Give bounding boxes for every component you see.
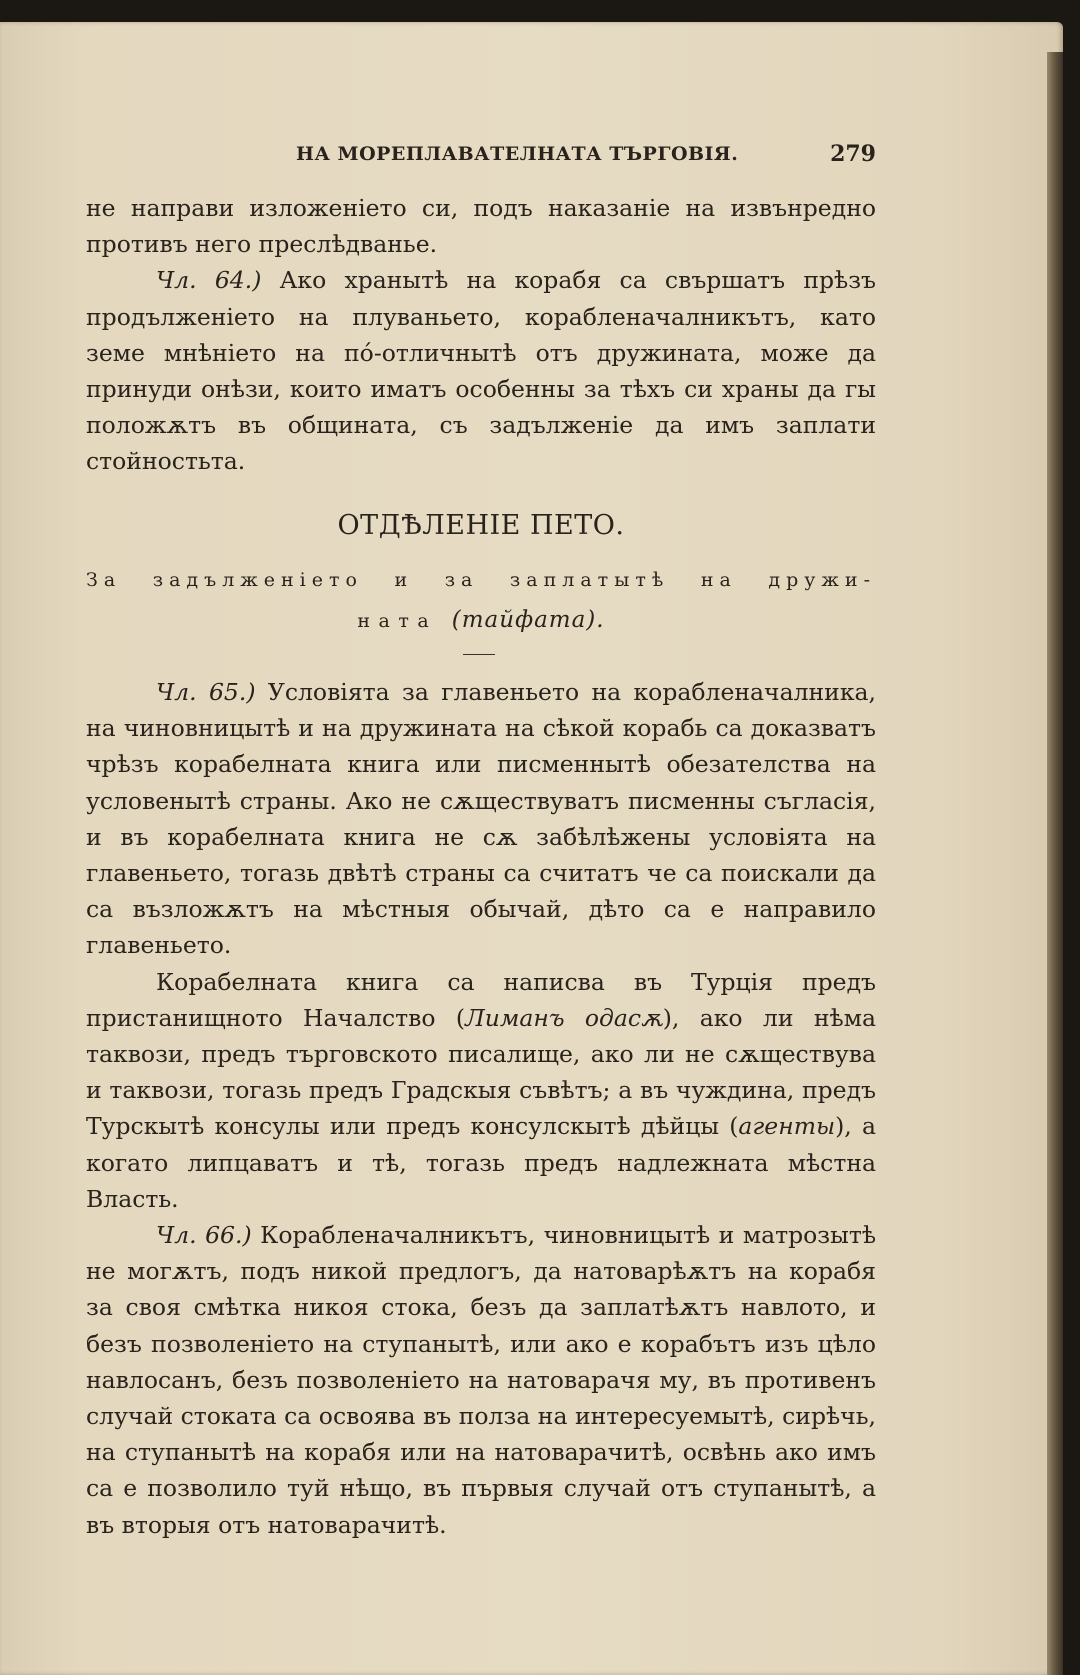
page-edge — [1047, 52, 1063, 1675]
running-header — [86, 143, 876, 171]
article-66-text: Корабленачалникътъ, чиновницытѣ и матрозытѣ не могѫтъ, подъ никой предлогъ, да натоварѣѫтъ на корабя за своя смѣтка никоя стока, безъ да заплатѣѫтъ навлото, и безъ позволеніето на ступанытѣ, или ако е корабътъ изъ цѣло навлосанъ, безъ позволеніето на натоварачя му, въ противенъ случай стоката са освоява въ полза на интересуемытѣ, сирѣчь, на ступанытѣ на корабя или на натоварачитѣ, освѣнь ако имъ са е позволило туй нѣщо, въ първыя случай отъ ступанытѣ, а въ вторыя отъ натоварачитѣ. — [86, 1221, 876, 1539]
article-66-label: Чл. 66.) — [156, 1221, 252, 1250]
section-subtitle-line2 — [357, 607, 605, 633]
article-65 — [86, 674, 876, 964]
running-title: НА МОРЕПЛАВАТЕЛНАТА ТЪРГОВІЯ. — [296, 143, 739, 165]
article-64 — [86, 262, 876, 479]
page-number: 279 — [830, 141, 876, 167]
section-subtitle-line2-start: ната — [357, 610, 438, 632]
article-65-text: Условіята за главеньето на корабленачалника, на чиновницытѣ и на дружината на сѣкой корабь са доказватъ чрѣзъ корабелната книга или писменнытѣ обезателства на условенытѣ страны. Ако не сѫществуватъ писменны съгласія, и въ корабелната книга не сѫ забѣлѣжены условіята на главеньето, тогазь двѣтѣ страны са считатъ че са поискали да са възложѫтъ на мѣстныя обычай, дѣто са е направило главеньето. — [86, 678, 876, 960]
paragraph-ship-book — [86, 964, 876, 1217]
para2-part-a: Корабелната книга са написва въ Турція предъ пристанищното Началство ( — [86, 967, 876, 1032]
article-65-label: Чл. 65.) — [156, 678, 256, 706]
para2-italic-agents: агенты — [738, 1112, 836, 1141]
section-subtitle-line1: За задълженіето и за заплатытѣ на дружи- — [86, 569, 876, 591]
para2-part-c: ), а когато липцаватъ и тѣ, тогазь предъ надлежната мѣстна Власть. — [86, 1112, 876, 1213]
para2-part-b: ), ако ли нѣма таквози, предъ търговското писалище, ако ли не сѫществува и таквози, тогазь предъ Градскыя съвѣтъ; а въ чуждина, предъ Турскытѣ консулы или предъ консулскытѣ дѣйцы ( — [86, 1003, 877, 1141]
para2-italic-liman: Лиманъ одасѫ — [465, 1003, 663, 1032]
top-text-block — [86, 190, 876, 480]
article-66 — [86, 1217, 876, 1543]
main-text-block — [86, 674, 876, 1543]
article-64-label: Чл. 64.) — [156, 266, 262, 295]
section-title: ОТДѢЛЕНІЕ ПЕТО. — [337, 510, 625, 541]
section-subtitle — [86, 560, 876, 641]
section-subtitle-paren: (тайфата). — [451, 607, 605, 633]
continuation-paragraph: не направи изложеніето си, подъ наказаніе на извънредно противъ него преслѣдванье. — [86, 194, 876, 259]
section-rule — [463, 654, 495, 655]
article-64-text: Ако хранытѣ на корабя са свършатъ прѣзъ продълженіето на плуваньето, корабленачалникътъ, като земе мнѣніето на по́-отличнытѣ отъ дружината, може да принуди онѣзи, които иматъ особенны за тѣхъ си храны да гы положѫтъ въ общината, съ задълженіе да имъ заплати стойностьта. — [86, 266, 876, 476]
